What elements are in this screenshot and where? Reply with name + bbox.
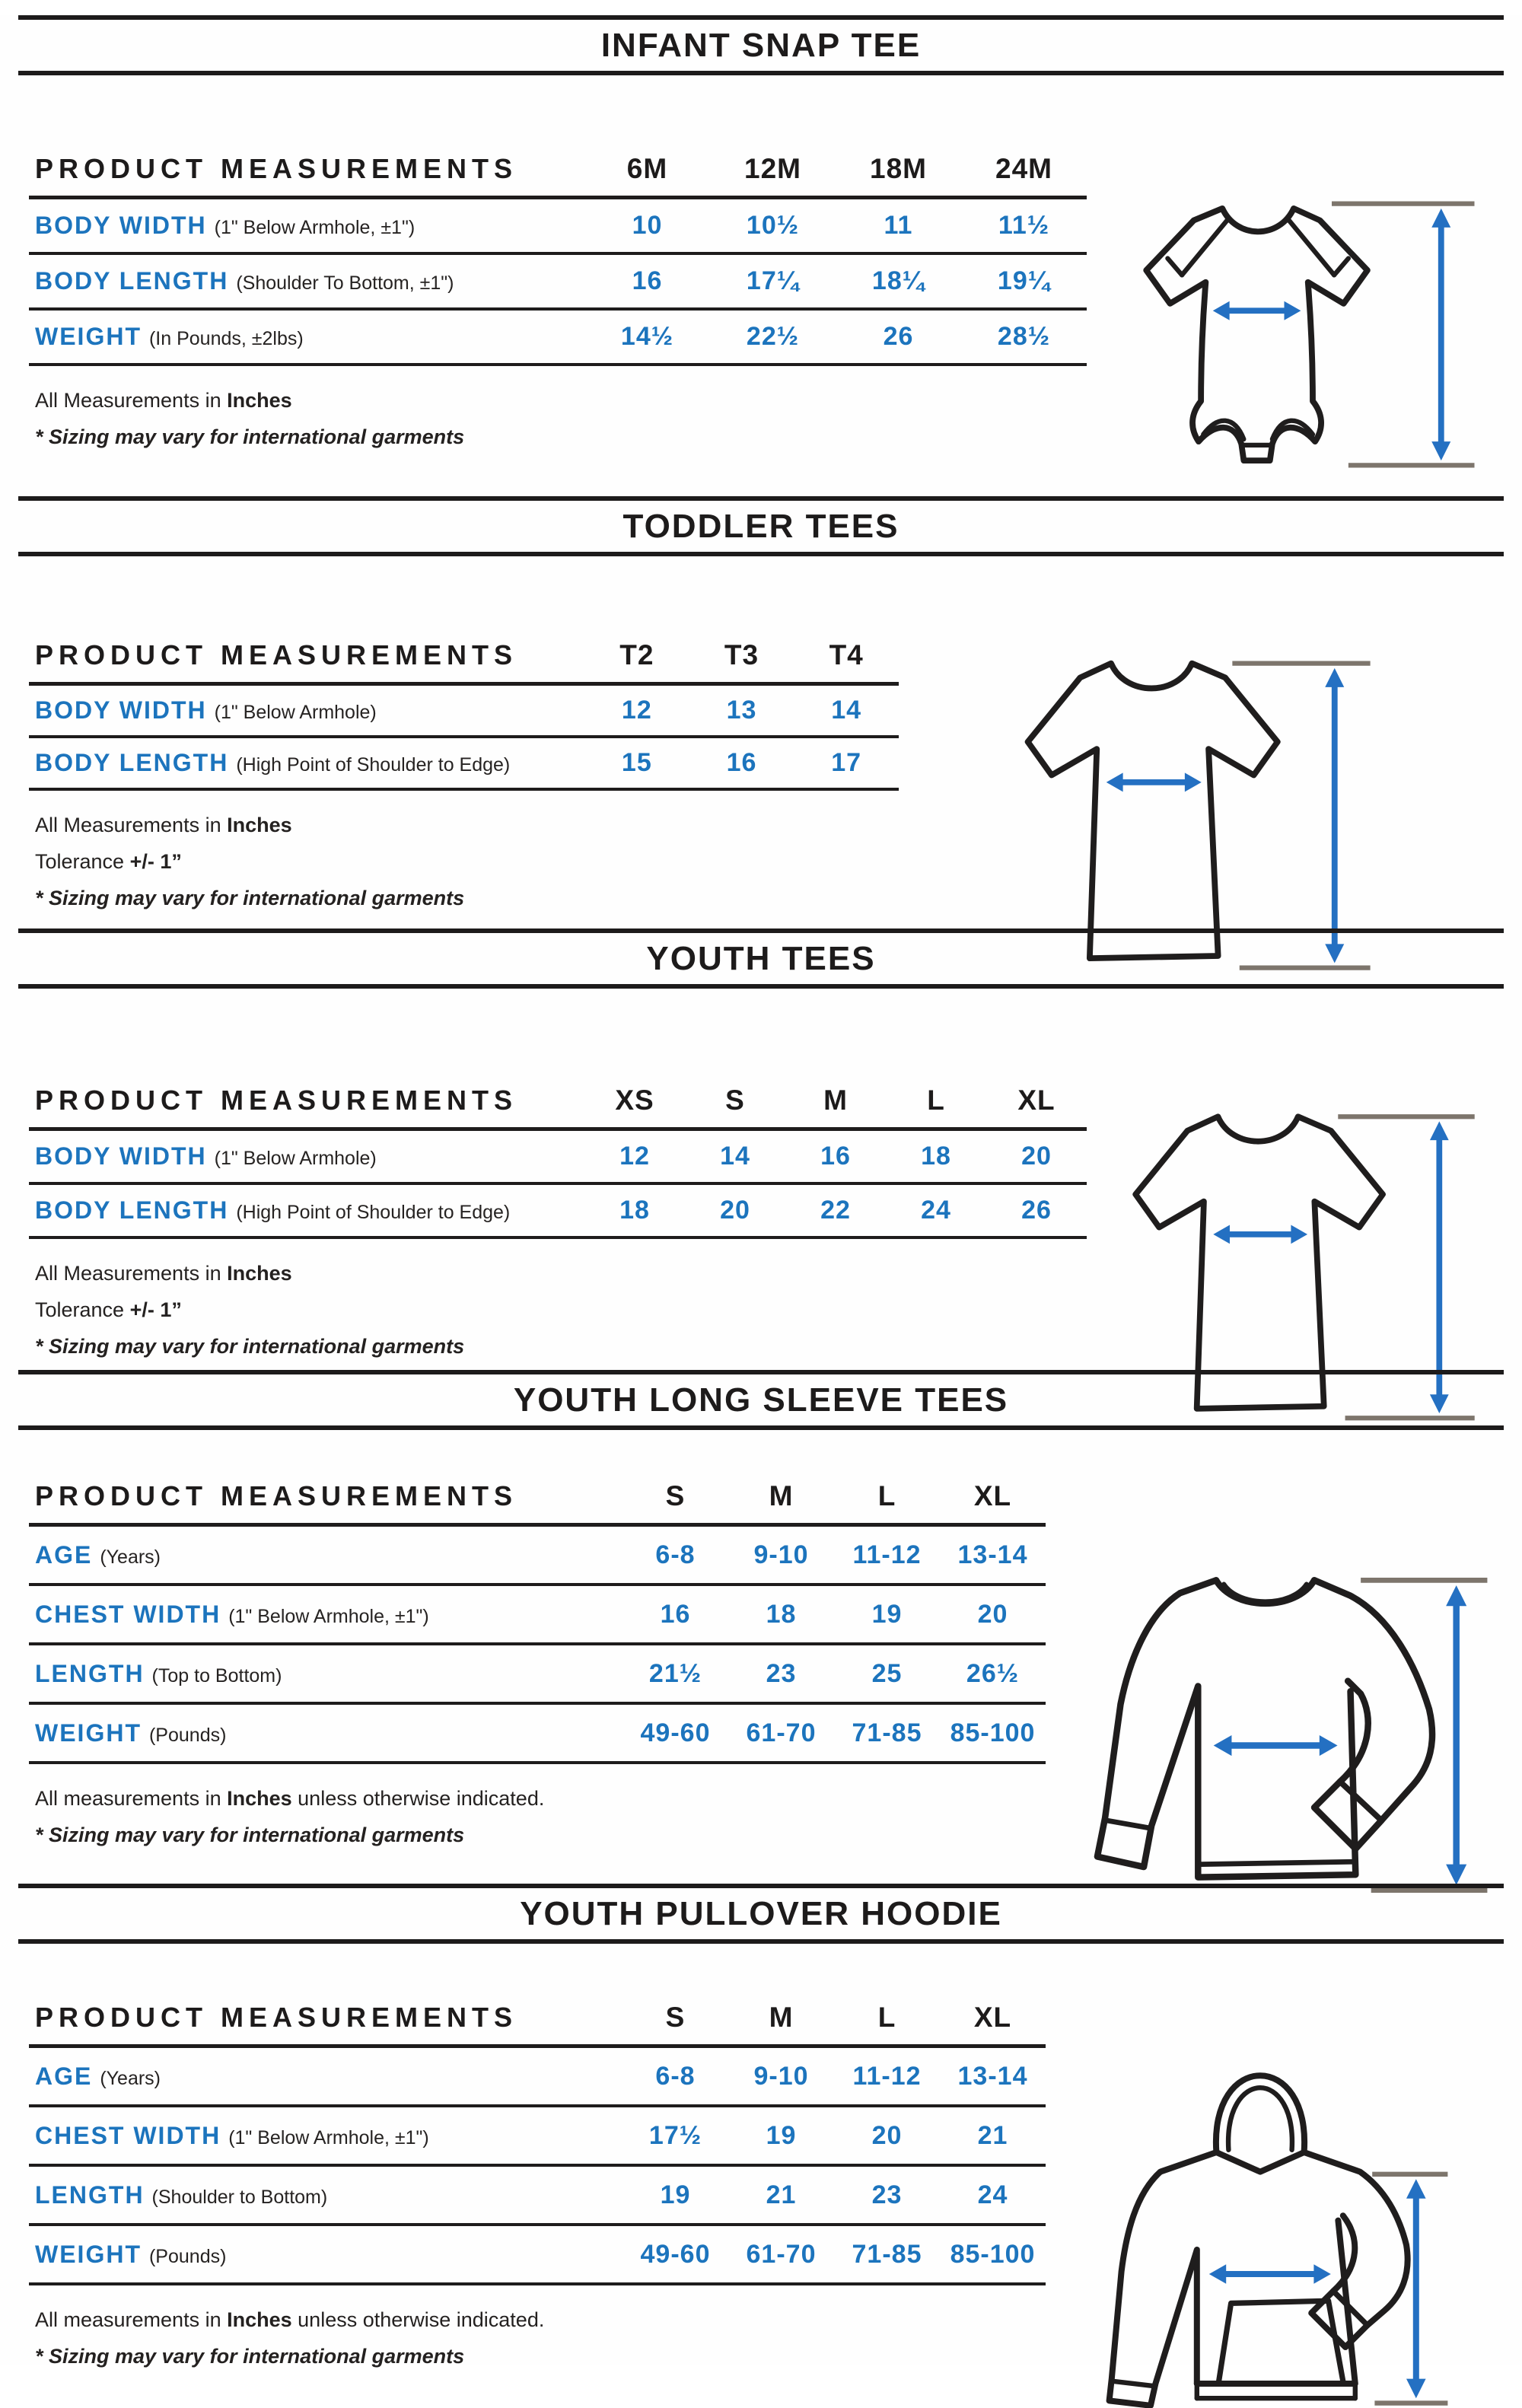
section-youth-pullover-hoodie (0, 1884, 1522, 2368)
garment-illustration (1103, 173, 1484, 482)
table-row-chest-width (29, 2107, 1046, 2167)
chest-width-arrow-icon (1209, 2264, 1331, 2284)
note-text: All Measurements in (35, 1262, 228, 1285)
value-cell: 28½ (997, 322, 1051, 351)
row-label: BODY WIDTH (35, 212, 207, 239)
table-row-length (29, 1645, 1046, 1705)
row-label: CHEST WIDTH (35, 1600, 221, 1628)
row-label-cell (29, 2062, 622, 2091)
note-text: unless otherwise indicated. (291, 2308, 545, 2331)
row-label-cell (29, 2181, 622, 2209)
column-header-12m: 12M (744, 153, 801, 184)
note-text: * Sizing may vary for international garments (35, 1335, 465, 1358)
column-header-s: S (665, 1480, 686, 1511)
table-header-row (29, 1991, 1046, 2048)
value-cell: 26 (883, 322, 914, 351)
column-header-t3: T3 (724, 639, 759, 670)
table-header-label: PRODUCT MEASUREMENTS (35, 153, 518, 184)
value-cell: 17¼ (746, 266, 800, 295)
table-header-row (29, 142, 1087, 199)
value-cell: 16 (660, 1599, 691, 1629)
column-header-xl: XL (1017, 1085, 1056, 1116)
value-cell: 11 (884, 211, 913, 240)
value-cell: 26½ (966, 1658, 1020, 1688)
note-text: * Sizing may vary for international garments (35, 1824, 465, 1846)
value-cell: 20 (871, 2120, 903, 2150)
section-content (0, 556, 1522, 910)
chest-width-arrow-icon (1214, 1735, 1338, 1756)
column-header-xs: XS (615, 1085, 654, 1116)
body-width-arrow-icon (1106, 772, 1202, 792)
column-header-xl: XL (973, 2002, 1012, 2033)
value-cell: 12 (621, 696, 652, 725)
column-header-xl: XL (973, 1480, 1012, 1511)
table-row-length (29, 2167, 1046, 2226)
row-label-note: (In Pounds, ±2lbs) (148, 328, 304, 349)
value-cell: 22½ (746, 322, 800, 351)
value-cell: 21 (766, 2180, 797, 2209)
value-cell: 85-100 (950, 1718, 1036, 1747)
column-header-m: M (769, 1480, 794, 1511)
measurements-table (29, 142, 1087, 366)
value-cell: 61-70 (746, 1718, 817, 1747)
note-text: * Sizing may vary for international garments (35, 425, 465, 448)
value-cell: 16 (632, 266, 663, 295)
table-row-body-width (29, 199, 1087, 255)
row-label-note: (1" Below Armhole, ±1") (228, 1605, 429, 1627)
note-text: All Measurements in (35, 389, 228, 412)
value-cell: 16 (726, 748, 757, 777)
row-label-cell (29, 2241, 622, 2269)
value-cell: 15 (621, 748, 652, 777)
table-row-body-length (29, 738, 899, 791)
value-cell: 12 (619, 1142, 650, 1171)
value-cell: 17½ (648, 2120, 702, 2150)
row-label: BODY WIDTH (35, 1142, 207, 1170)
measurements-table (29, 1470, 1046, 1764)
value-cell: 19 (871, 1599, 903, 1629)
value-cell: 23 (871, 2180, 903, 2209)
table-header-row (29, 1470, 1046, 1527)
body-width-arrow-icon (1213, 301, 1301, 320)
value-cell: 14 (720, 1142, 750, 1171)
row-label-note: (High Point of Shoulder to Edge) (236, 754, 511, 776)
column-header-t2: T2 (619, 639, 654, 670)
row-label-cell (29, 1541, 622, 1569)
value-cell: 25 (871, 1658, 903, 1688)
note-text: Tolerance (35, 1298, 130, 1321)
longsleeve-illustration (1071, 1552, 1498, 1913)
section-content (0, 1430, 1522, 1847)
value-cell: 85-100 (950, 2239, 1036, 2269)
note-text: All measurements in (35, 2308, 228, 2331)
column-header-24m: 24M (995, 153, 1052, 184)
tee-outline (1028, 664, 1278, 959)
row-label-cell (29, 2122, 622, 2150)
value-cell: 14 (831, 696, 862, 725)
table-row-weight (29, 1705, 1046, 1764)
note-text: * Sizing may vary for international garments (35, 2345, 465, 2368)
row-label-cell (29, 696, 584, 725)
value-cell: 17 (831, 748, 862, 777)
longsleeve-outline (1097, 1580, 1432, 1877)
table-row-body-length (29, 255, 1087, 311)
value-cell: 18 (921, 1142, 951, 1171)
value-cell: 13-14 (957, 2061, 1028, 2091)
value-cell: 14½ (620, 322, 674, 351)
row-label: CHEST WIDTH (35, 2121, 221, 2149)
row-label: BODY WIDTH (35, 696, 207, 724)
row-label: AGE (35, 1540, 93, 1569)
value-cell: 11-12 (852, 1540, 922, 1569)
value-cell: 6-8 (655, 1540, 696, 1569)
note-bold-text: +/- 1” (129, 850, 182, 873)
value-cell: 20 (1021, 1142, 1052, 1171)
row-label: LENGTH (35, 2180, 145, 2209)
note-text: Tolerance (35, 850, 130, 873)
note-text: All Measurements in (35, 814, 228, 836)
table-header-label: PRODUCT MEASUREMENTS (35, 639, 518, 670)
table-row-weight (29, 2226, 1046, 2285)
row-label: WEIGHT (35, 1718, 142, 1747)
note-text: * Sizing may vary for international garments (35, 887, 465, 909)
value-cell: 20 (977, 1599, 1008, 1629)
note-text: unless otherwise indicated. (291, 1787, 545, 1810)
value-cell: 11½ (998, 211, 1050, 240)
note-bold-text: Inches (227, 1787, 292, 1810)
column-header-t4: T4 (829, 639, 864, 670)
row-label-note: (1" Below Armhole, ±1") (214, 217, 416, 238)
value-cell: 9-10 (753, 1540, 809, 1569)
value-cell: 26 (1021, 1196, 1052, 1225)
row-label: WEIGHT (35, 2240, 142, 2268)
value-cell: 9-10 (753, 2061, 809, 2091)
section-infant-snap-tee (0, 15, 1522, 496)
row-label-cell (29, 749, 584, 777)
onesie-outline (1146, 209, 1368, 460)
size-chart-page (0, 15, 1522, 2368)
note-bold-text: Inches (227, 1262, 292, 1285)
table-header-row (29, 1074, 1087, 1131)
row-label: BODY LENGTH (35, 1196, 229, 1224)
row-label-note: (High Point of Shoulder to Edge) (236, 1202, 511, 1223)
onesie-illustration (1103, 173, 1484, 482)
note-bold-text: Inches (227, 389, 292, 412)
row-label: LENGTH (35, 1659, 145, 1687)
section-youth-tees (0, 928, 1522, 1370)
measurements-table (29, 1991, 1046, 2285)
row-label-note: (Pounds) (148, 1724, 227, 1746)
table-row-body-width (29, 1131, 1087, 1185)
section-toddler-tees (0, 496, 1522, 928)
value-cell: 71-85 (852, 2239, 922, 2269)
section-title: TODDLER TEES (622, 508, 900, 545)
section-content (0, 1944, 1522, 2368)
column-header-18m: 18M (870, 153, 927, 184)
section-youth-long-sleeve-tees (0, 1370, 1522, 1884)
row-label-note: (Years) (100, 2067, 161, 2089)
table-rows (29, 199, 1087, 366)
row-label-note: (Top to Bottom) (151, 1664, 282, 1687)
table-rows (29, 2048, 1046, 2285)
measurements-table (29, 1074, 1087, 1239)
row-label-note: (Years) (100, 1546, 161, 1568)
table-row-age (29, 2048, 1046, 2107)
row-label: AGE (35, 2062, 93, 2090)
table-row-weight (29, 311, 1087, 366)
section-title: INFANT SNAP TEE (600, 27, 922, 64)
value-cell: 21½ (648, 1658, 702, 1688)
section-title: YOUTH PULLOVER HOODIE (520, 1895, 1002, 1932)
column-header-l: L (877, 1480, 896, 1511)
value-cell: 23 (766, 1658, 797, 1688)
row-label-cell (29, 1719, 622, 1747)
row-label-cell (29, 1142, 584, 1171)
section-content (0, 75, 1522, 449)
body-length-arrow-icon (1332, 204, 1475, 466)
value-cell: 19 (660, 2180, 691, 2209)
section-content (0, 989, 1522, 1358)
row-label-cell (29, 323, 584, 351)
value-cell: 10½ (746, 211, 800, 240)
value-cell: 71-85 (852, 1718, 922, 1747)
value-cell: 6-8 (655, 2061, 696, 2091)
table-header-row (29, 629, 899, 686)
note-bold-text: Inches (227, 2308, 292, 2331)
length-arrow-icon (1372, 2174, 1447, 2403)
table-row-body-width (29, 686, 899, 738)
value-cell: 18 (619, 1196, 650, 1225)
table-rows (29, 1527, 1046, 1764)
row-label-cell (29, 267, 584, 295)
value-cell: 13 (726, 696, 757, 725)
tee-illustration (997, 632, 1377, 977)
value-cell: 49-60 (640, 2239, 711, 2269)
column-header-l: L (877, 2002, 896, 2033)
value-cell: 13-14 (957, 1540, 1028, 1569)
column-header-m: M (823, 1085, 848, 1116)
note-text: All measurements in (35, 1787, 228, 1810)
table-rows (29, 686, 899, 791)
garment-illustration (997, 632, 1377, 977)
column-header-l: L (927, 1085, 945, 1116)
table-header-label: PRODUCT MEASUREMENTS (35, 1480, 518, 1511)
value-cell: 49-60 (640, 1718, 711, 1747)
value-cell: 10 (632, 211, 663, 240)
row-label: WEIGHT (35, 323, 142, 350)
value-cell: 24 (921, 1196, 951, 1225)
section-title: YOUTH TEES (646, 940, 876, 977)
column-header-s: S (665, 2002, 686, 2033)
column-header-6m: 6M (626, 153, 668, 184)
note-bold-text: Inches (227, 814, 292, 836)
row-label-note: (Shoulder to Bottom) (151, 2186, 328, 2208)
value-cell: 24 (977, 2180, 1008, 2209)
value-cell: 18¼ (871, 266, 925, 295)
row-label-cell (29, 212, 584, 240)
hoodie-outline (1110, 2075, 1408, 2406)
row-label-note: (1" Below Armhole) (214, 1148, 377, 1169)
row-label-cell (29, 1196, 584, 1225)
value-cell: 22 (820, 1196, 851, 1225)
table-row-age (29, 1527, 1046, 1586)
value-cell: 11-12 (852, 2061, 922, 2091)
row-label-note: (1" Below Armhole) (214, 702, 377, 723)
tee-outline (1135, 1116, 1383, 1409)
row-label-note: (1" Below Armhole, ±1") (228, 2126, 429, 2148)
value-cell: 19 (766, 2120, 797, 2150)
value-cell: 19¼ (997, 266, 1051, 295)
value-cell: 21 (977, 2120, 1008, 2150)
hoodie-illustration (1090, 2018, 1455, 2408)
note-bold-text: +/- 1” (129, 1298, 182, 1321)
row-label-cell (29, 1660, 622, 1688)
table-header-label: PRODUCT MEASUREMENTS (35, 2002, 518, 2033)
body-width-arrow-icon (1213, 1225, 1307, 1244)
garment-illustration (1090, 2018, 1455, 2408)
value-cell: 18 (766, 1599, 797, 1629)
length-arrow-icon (1361, 1580, 1487, 1890)
value-cell: 20 (720, 1196, 750, 1225)
garment-illustration (1071, 1552, 1498, 1913)
value-cell: 61-70 (746, 2239, 817, 2269)
measurements-table (29, 629, 899, 791)
row-label-note: (Shoulder To Bottom, ±1") (236, 272, 454, 294)
value-cell: 16 (820, 1142, 851, 1171)
row-label-note: (Pounds) (148, 2245, 227, 2267)
column-header-m: M (769, 2002, 794, 2033)
row-label: BODY LENGTH (35, 267, 229, 295)
row-label: BODY LENGTH (35, 749, 229, 776)
column-header-s: S (725, 1085, 745, 1116)
table-rows (29, 1131, 1087, 1239)
table-row-body-length (29, 1185, 1087, 1239)
table-header-label: PRODUCT MEASUREMENTS (35, 1085, 518, 1116)
section-title: YOUTH LONG SLEEVE TEES (513, 1381, 1009, 1419)
row-label-cell (29, 1601, 622, 1629)
table-row-chest-width (29, 1586, 1046, 1645)
